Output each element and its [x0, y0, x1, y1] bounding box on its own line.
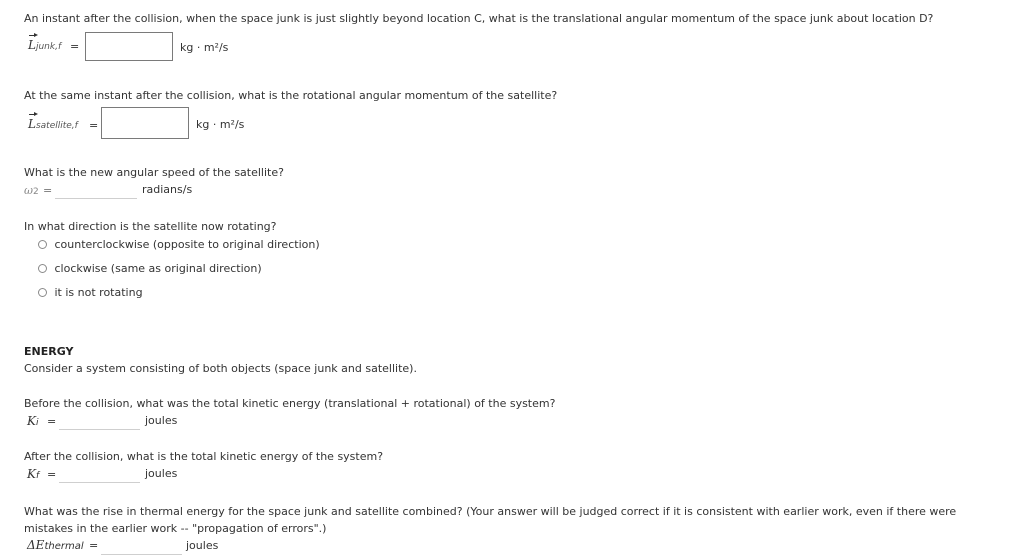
thermal-energy-input[interactable]	[101, 537, 182, 555]
K-symbol: K	[27, 467, 36, 481]
label-K-i	[27, 414, 38, 428]
question-angular-speed: What is the new angular speed of the satellite?	[24, 166, 284, 179]
radio-button[interactable]	[38, 240, 47, 249]
energy-intro: Consider a system consisting of both objects (space junk and satellite).	[24, 362, 417, 375]
option-label: it is not rotating	[54, 286, 143, 299]
option-clockwise[interactable]	[38, 262, 262, 275]
subscript-satellite-f: satellite,f	[35, 121, 78, 131]
option-not-rotating[interactable]	[38, 286, 143, 299]
equals-sign: =	[43, 184, 53, 197]
vector-L-symbol: L	[28, 117, 36, 131]
question-satellite-angular-momentum: At the same instant after the collision, what is the rotational angular momentum of the satellite?	[24, 89, 558, 102]
question-final-kinetic-energy: After the collision, what is the total kinetic energy of the system?	[24, 450, 384, 463]
final-kinetic-energy-input[interactable]	[59, 465, 140, 483]
equals-sign: =	[47, 415, 57, 428]
unit-kg-m2-s: kg · m²/s	[180, 41, 229, 54]
energy-heading: ENERGY	[24, 345, 74, 358]
delta-E-symbol: ΔE	[27, 538, 45, 552]
label-delta-E-thermal	[27, 538, 84, 552]
label-K-f	[27, 467, 39, 481]
option-label: counterclockwise (opposite to original direction)	[54, 238, 320, 251]
question-junk-angular-momentum: An instant after the collision, when the space junk is just slightly beyond location C, what is the translational angular momentum of the space junk about location D?	[24, 12, 934, 25]
junk-angular-momentum-input[interactable]	[85, 32, 173, 61]
subscript-thermal: thermal	[44, 541, 84, 552]
radio-button[interactable]	[38, 288, 47, 297]
omega-symbol: ω	[24, 184, 33, 197]
angular-speed-input[interactable]	[55, 181, 137, 199]
vector-L-symbol: L	[28, 38, 36, 52]
satellite-angular-momentum-input[interactable]	[101, 107, 189, 139]
subscript-junk-f: junk,f	[35, 42, 62, 52]
initial-kinetic-energy-input[interactable]	[59, 412, 140, 430]
label-L-satellite	[28, 117, 78, 131]
label-L-junk	[28, 38, 61, 52]
unit-joules: joules	[145, 467, 178, 480]
option-counterclockwise[interactable]	[38, 238, 320, 251]
question-thermal-energy: What was the rise in thermal energy for the space junk and satellite combined? (Your answer will be judged correct if it is consistent with earlier work, even if there were mistakes in the earlier work -- "propagation of errors".)	[24, 505, 957, 535]
equals-sign: =	[70, 40, 80, 53]
equals-sign: =	[47, 468, 57, 481]
unit-joules: joules	[145, 414, 178, 427]
subscript-f: f	[35, 471, 40, 481]
option-label: clockwise (same as original direction)	[54, 262, 262, 275]
equals-sign: =	[89, 119, 99, 132]
unit-radians-s: radians/s	[142, 183, 193, 196]
question-rotation-direction: In what direction is the satellite now rotating?	[24, 220, 277, 233]
equals-sign: =	[89, 539, 99, 552]
radio-button[interactable]	[38, 264, 47, 273]
unit-joules: joules	[186, 539, 219, 552]
label-omega-2	[24, 184, 39, 197]
K-symbol: K	[27, 414, 36, 428]
subscript-i: i	[35, 418, 39, 428]
unit-kg-m2-s: kg · m²/s	[196, 118, 245, 131]
question-initial-kinetic-energy: Before the collision, what was the total kinetic energy (translational + rotational) of the system?	[24, 397, 556, 410]
subscript-2: 2	[32, 187, 39, 197]
